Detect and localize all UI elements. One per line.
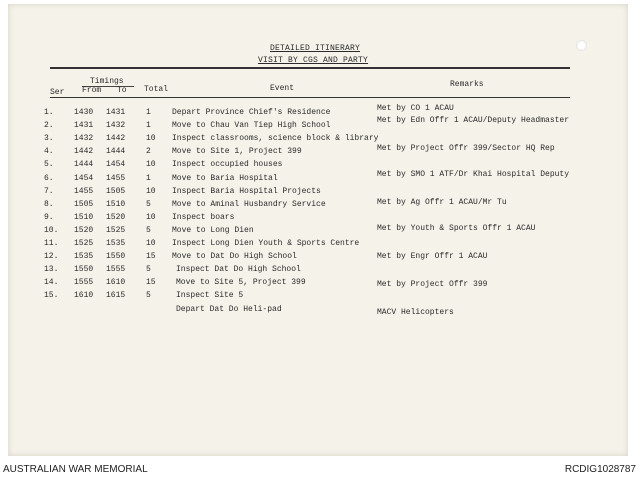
remark-item: Met by CO 1 ACAU — [377, 104, 454, 113]
table-row — [0, 187, 620, 199]
punch-hole — [576, 40, 587, 51]
row-to-time: 1432 — [106, 121, 126, 131]
row-from-time: 1444 — [74, 160, 94, 170]
row-event: Move to Long Dien — [172, 225, 254, 235]
row-total: 5 — [146, 225, 151, 235]
row-to-time: 1555 — [106, 265, 126, 275]
row-from-time: 1442 — [74, 147, 94, 157]
row-ser: 3. — [44, 134, 54, 144]
remark-item: MACV Helicopters — [377, 308, 454, 317]
table-row — [0, 213, 620, 225]
header-remarks: Remarks — [450, 80, 484, 89]
row-ser: 14. — [44, 278, 59, 288]
row-from-time: 1454 — [74, 173, 94, 183]
remark-item: Met by Ag Offr 1 ACAU/Mr Tu — [377, 198, 507, 207]
row-event: Move to Aminal Husbandry Service — [172, 199, 326, 209]
document-title: DETAILED ITINERARY — [270, 44, 361, 53]
header-ser: Ser — [50, 88, 65, 97]
row-total: 5 — [146, 199, 151, 209]
row-total: 2 — [146, 147, 151, 157]
row-ser: 11. — [44, 239, 59, 248]
row-event: Move to Dat Do High School — [172, 252, 297, 262]
row-from-time: 1555 — [74, 278, 94, 288]
row-to-time: 1550 — [106, 252, 126, 262]
remark-item: Met by SMO 1 ATF/Dr Khai Hospital Deputy — [377, 170, 570, 179]
row-from-time: 1505 — [74, 199, 94, 209]
row-total: 5 — [146, 291, 151, 301]
row-from-time: 1455 — [74, 186, 94, 196]
row-ser: 8. — [44, 199, 54, 209]
row-to-time: 1610 — [106, 278, 126, 288]
row-to-time: 1454 — [106, 160, 126, 170]
table-row — [0, 252, 620, 264]
remark-item: Met by Project Offr 399/Sector HQ Rep — [377, 144, 555, 153]
row-event: Move to Site 1, Project 399 — [172, 147, 302, 157]
row-event: Inspect Baria Hospital Projects — [172, 186, 321, 196]
row-event: Depart Province Chief's Residence — [172, 108, 331, 117]
header-top-rule — [50, 67, 570, 69]
row-ser: 15. — [44, 291, 59, 301]
header-bottom-rule — [50, 97, 570, 98]
row-from-time: 1525 — [74, 239, 94, 248]
table-row — [0, 305, 620, 317]
row-ser: 2. — [44, 121, 54, 131]
header-event: Event — [270, 84, 295, 93]
row-from-time: 1550 — [74, 265, 94, 275]
row-to-time: 1455 — [106, 173, 126, 183]
table-row — [0, 239, 620, 251]
row-ser: 13. — [44, 265, 59, 275]
row-total: 10 — [146, 160, 156, 170]
row-from-time: 1510 — [74, 212, 94, 222]
row-total: 10 — [146, 186, 156, 196]
row-to-time: 1444 — [106, 147, 126, 157]
remark-item: Met by Engr Offr 1 ACAU — [377, 252, 488, 261]
row-event: Inspect boars — [172, 212, 235, 222]
row-event: Inspect occupied houses — [172, 160, 283, 170]
row-to-time: 1615 — [106, 291, 126, 301]
row-to-time: 1510 — [106, 199, 126, 209]
row-total: 1 — [146, 173, 151, 183]
remark-item: Met by Project Offr 399 — [377, 280, 488, 289]
row-ser: 6. — [44, 173, 54, 183]
remark-item: Met by Edn Offr 1 ACAU/Deputy Headmaster — [377, 116, 570, 125]
row-ser: 5. — [44, 160, 54, 170]
row-event: Inspect Long Dien Youth & Sports Centre — [172, 239, 360, 248]
row-ser: 4. — [44, 147, 54, 157]
row-from-time: 1430 — [74, 108, 94, 117]
row-total: 10 — [146, 212, 156, 222]
row-total: 1 — [146, 108, 151, 117]
footer-source: AUSTRALIAN WAR MEMORIAL — [3, 464, 148, 475]
row-event: Move to Baria Hospital — [172, 173, 278, 183]
table-row — [0, 291, 620, 303]
row-event: Inspect classrooms, science block & library — [172, 134, 379, 144]
header-total: Total — [144, 85, 169, 94]
row-event: Move to Chau Van Tiep High School — [172, 121, 331, 131]
row-ser: 10. — [44, 225, 59, 235]
row-total: 15 — [146, 252, 156, 262]
row-from-time: 1610 — [74, 291, 94, 301]
row-event: Depart Dat Do Heli-pad — [176, 304, 282, 314]
header-to: To — [117, 86, 127, 95]
header-timings: Timings — [90, 77, 124, 86]
row-total: 5 — [146, 265, 151, 275]
row-total: 15 — [146, 278, 156, 288]
row-to-time: 1431 — [106, 108, 126, 117]
row-to-time: 1525 — [106, 225, 126, 235]
row-from-time: 1520 — [74, 225, 94, 235]
row-to-time: 1520 — [106, 212, 126, 222]
header-from: From — [82, 86, 102, 95]
row-ser: 1. — [44, 108, 54, 117]
table-row — [0, 278, 620, 290]
row-event: Inspect Site 5 — [176, 291, 244, 301]
row-from-time: 1432 — [74, 134, 94, 144]
row-to-time: 1505 — [106, 186, 126, 196]
document-subtitle: VISIT BY CGS AND PARTY — [258, 56, 369, 65]
row-from-time: 1535 — [74, 252, 94, 262]
row-to-time: 1535 — [106, 239, 126, 248]
table-row — [0, 200, 620, 212]
footer-id: RCDIG1028787 — [564, 464, 636, 475]
remark-item: Met by Youth & Sports Offr 1 ACAU — [377, 224, 536, 233]
row-from-time: 1431 — [74, 121, 94, 131]
row-total: 10 — [146, 134, 156, 144]
row-ser: 9. — [44, 212, 54, 222]
table-row — [0, 265, 620, 277]
row-event: Inspect Dat Do High School — [176, 265, 301, 275]
row-ser: 7. — [44, 186, 54, 196]
row-event: Move to Site 5, Project 399 — [176, 278, 306, 288]
row-total: 1 — [146, 121, 151, 131]
row-ser: 12. — [44, 252, 59, 262]
row-to-time: 1442 — [106, 134, 126, 144]
row-total: 10 — [146, 239, 156, 248]
